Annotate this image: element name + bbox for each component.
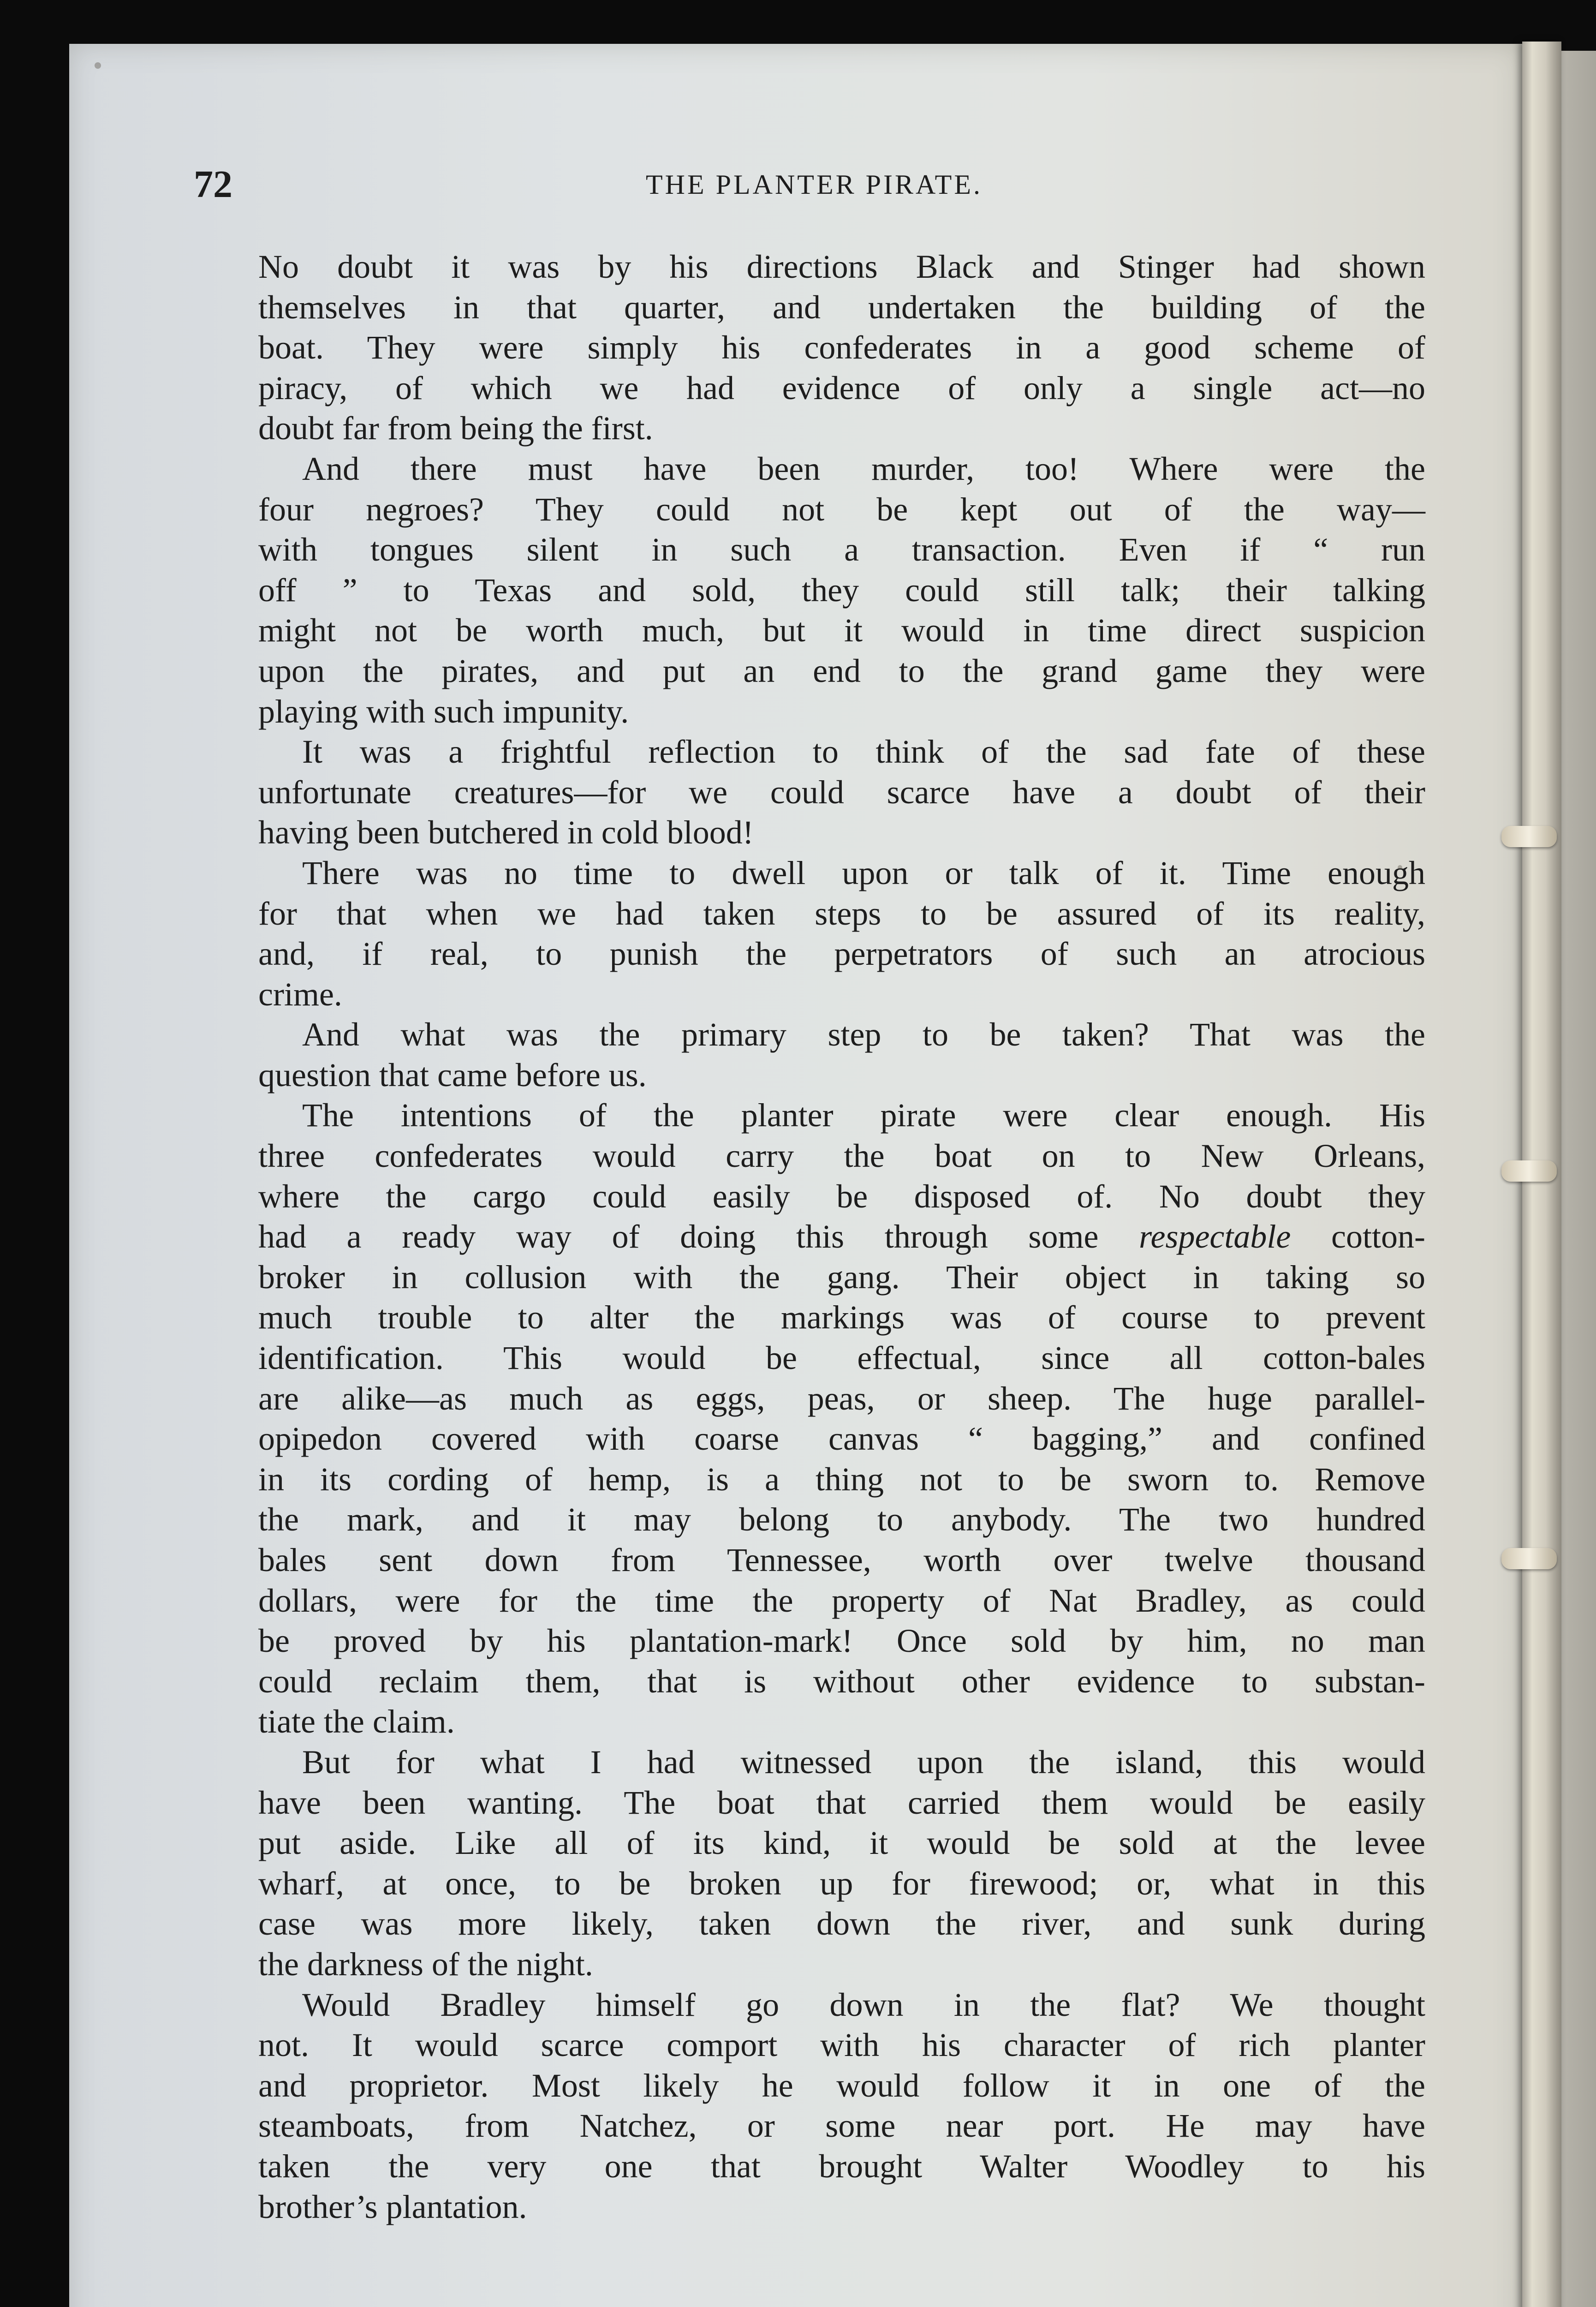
text-line-content: be proved by his plantation-mark! Once sold by him, no man xyxy=(258,1622,1425,1660)
text-line-content: off ” to Texas and sold, they could still talk; their talking xyxy=(258,571,1425,609)
text-line xyxy=(258,1500,1425,1540)
text-line-content: might not be worth much, but it would in time direct suspicion xyxy=(258,612,1425,649)
text-line xyxy=(258,1662,1425,1702)
italic-word: respectable xyxy=(1139,1218,1291,1255)
text-line xyxy=(258,772,1425,813)
text-line-content: And there must have been murder, too! Where were the xyxy=(302,450,1425,487)
text-line-content: case was more likely, taken down the river, and sunk during xyxy=(258,1905,1425,1942)
text-line-content: the mark, and it may belong to anybody. The two hundred xyxy=(258,1501,1425,1538)
text-line-content: question that came before us. xyxy=(258,1056,647,1094)
text-line-content: It was a frightful reflection to think of the sad fate of these xyxy=(302,733,1425,771)
text-line xyxy=(258,732,1425,772)
text-line-content: much trouble to alter the markings was of course to prevent xyxy=(258,1299,1425,1336)
text-line-content: for that when we had taken steps to be assured of its reality, xyxy=(258,895,1425,932)
text-line xyxy=(258,894,1425,934)
text-line-content: Would Bradley himself go down in the flat? We thought xyxy=(302,1986,1425,2023)
text-line-content: dollars, were for the time the property of Nat Bradley, as could xyxy=(258,1582,1425,1619)
text-line xyxy=(258,1095,1425,1136)
text-line xyxy=(258,1904,1425,1944)
paper-speck xyxy=(95,62,101,69)
text-line-content: There was no time to dwell upon or talk of it. Time enough xyxy=(302,854,1425,891)
text-line-content: And what was the primary step to be taken? That was the xyxy=(302,1016,1425,1053)
text-line-content: unfortunate creatures—for we could scarce have a doubt of their xyxy=(258,773,1425,811)
binding-stitch xyxy=(1501,826,1557,847)
text-line-content: having been butchered in cold blood! xyxy=(258,814,754,851)
text-line xyxy=(258,692,1425,732)
text-line-content: identification. This would be effectual, since all cotton-bales xyxy=(258,1339,1425,1377)
text-line-content: The intentions of the planter pirate were clear enough. His xyxy=(302,1097,1425,1134)
text-line-content: in its cording of hemp, is a thing not to be sworn to. Remove xyxy=(258,1460,1425,1498)
text-line xyxy=(258,1823,1425,1864)
text-line-content: But for what I had witnessed upon the island, this would xyxy=(302,1743,1425,1781)
body-text xyxy=(258,247,1425,2227)
text-line xyxy=(258,813,1425,853)
text-line xyxy=(258,1297,1425,1338)
text-line xyxy=(258,1015,1425,1055)
text-line xyxy=(258,2187,1425,2228)
text-line xyxy=(258,1055,1425,1096)
next-page-edge xyxy=(1561,51,1596,2307)
text-line xyxy=(258,570,1425,611)
text-line-content: opipedon covered with coarse canvas “ bagging,” and confined xyxy=(258,1420,1425,1458)
text-line xyxy=(258,2146,1425,2187)
text-line xyxy=(258,1136,1425,1177)
text-line-content: three confederates would carry the boat on to New Orleans, xyxy=(258,1137,1425,1175)
text-line xyxy=(258,610,1425,651)
text-line-content: put aside. Like all of its kind, it would be sold at the levee xyxy=(258,1824,1425,1862)
text-line xyxy=(258,1864,1425,1904)
page-number: 72 xyxy=(194,163,232,206)
text-line xyxy=(258,2066,1425,2106)
text-line-content: crime. xyxy=(258,975,342,1013)
text-line-content: broker in collusion with the gang. Their object in taking so xyxy=(258,1258,1425,1296)
text-line-content: No doubt it was by his directions Black and Stinger had shown xyxy=(258,248,1425,285)
text-line xyxy=(258,1742,1425,1783)
text-line xyxy=(258,853,1425,894)
text-line xyxy=(258,1419,1425,1459)
running-head xyxy=(194,159,1435,210)
text-line-content: where the cargo could easily be disposed of. No doubt they xyxy=(258,1177,1425,1215)
binding-stitch xyxy=(1501,1548,1557,1569)
text-line-tail: cotton- xyxy=(1291,1218,1425,1255)
text-line xyxy=(258,287,1425,328)
text-line-content: boat. They were simply his confederates in a good scheme of xyxy=(258,329,1425,366)
text-line-content: four negroes? They could not be kept out of the way— xyxy=(258,490,1425,528)
text-line-content: themselves in that quarter, and undertaken the building of the xyxy=(258,288,1425,326)
text-line xyxy=(258,1217,1425,1257)
text-line-content: wharf, at once, to be broken up for firewood; or, what in this xyxy=(258,1865,1425,1902)
text-line-content: upon the pirates, and put an end to the grand game they were xyxy=(258,652,1425,689)
binding-stitch xyxy=(1501,1160,1557,1182)
text-line xyxy=(258,1459,1425,1500)
text-line xyxy=(258,530,1425,570)
text-line xyxy=(258,934,1425,974)
text-line xyxy=(258,1257,1425,1298)
text-line-content: had a ready way of doing this through some xyxy=(258,1218,1099,1255)
text-line-content: doubt far from being the first. xyxy=(258,410,653,447)
text-line xyxy=(258,1379,1425,1419)
text-line xyxy=(258,651,1425,692)
text-line-content: bales sent down from Tennessee, worth over twelve thousand xyxy=(258,1542,1425,1578)
text-line-content: taken the very one that brought Walter Woodley to his xyxy=(258,2147,1425,2185)
text-line xyxy=(258,1702,1425,1742)
text-line xyxy=(258,449,1425,490)
text-line-content: are alike—as much as eggs, peas, or sheep. The huge parallel- xyxy=(258,1380,1425,1417)
text-line xyxy=(258,490,1425,530)
text-line xyxy=(258,1177,1425,1217)
text-line-content: with tongues silent in such a transaction. Even if “ run xyxy=(258,531,1425,568)
text-line-content: playing with such impunity. xyxy=(258,693,629,730)
text-line-content: steamboats, from Natchez, or some near port. He may have xyxy=(258,2107,1425,2145)
text-line-content: have been wanting. The boat that carried them would be easily xyxy=(258,1784,1425,1821)
text-line xyxy=(258,2025,1425,2066)
text-line xyxy=(258,247,1425,287)
text-line-content: the darkness of the night. xyxy=(258,1945,593,1983)
running-title: THE PLANTER PIRATE. xyxy=(646,169,983,200)
text-line xyxy=(258,1783,1425,1823)
text-line xyxy=(258,368,1425,409)
text-line xyxy=(258,1540,1425,1581)
text-line xyxy=(258,1338,1425,1379)
text-line xyxy=(258,1621,1425,1662)
text-line xyxy=(258,1944,1425,1985)
text-line xyxy=(258,1985,1425,2026)
text-line-content: could reclaim them, that is without other evidence to substan- xyxy=(258,1662,1425,1700)
text-line-content: brother’s plantation. xyxy=(258,2188,527,2225)
text-line-content: not. It would scarce comport with his character of rich planter xyxy=(258,2026,1425,2064)
text-line xyxy=(258,2106,1425,2146)
text-line-content: and proprietor. Most likely he would follow it in one of the xyxy=(258,2067,1425,2104)
text-line-content: and, if real, to punish the perpetrators of such an atrocious xyxy=(258,935,1425,973)
text-line-content: piracy, of which we had evidence of only a single act—no xyxy=(258,369,1425,406)
text-line xyxy=(258,974,1425,1015)
text-line-content: tiate the claim. xyxy=(258,1703,455,1740)
text-line xyxy=(258,328,1425,368)
text-line xyxy=(258,408,1425,449)
text-line xyxy=(258,1581,1425,1621)
